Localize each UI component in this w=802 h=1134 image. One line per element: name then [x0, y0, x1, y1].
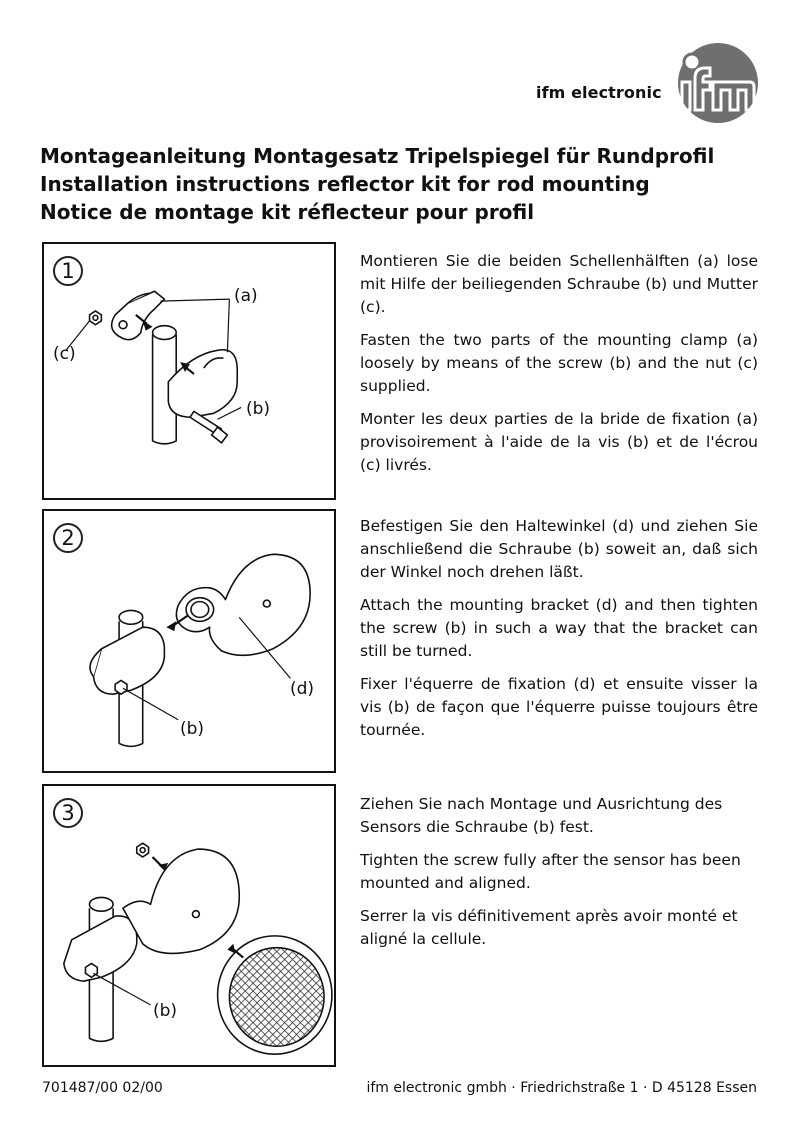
step-2-fr: Fixer l'équerre de fixation (d) et ensuite visser la vis (b) de façon que l'équerre puisse toujours être tournée.: [360, 675, 758, 739]
step-number-3: 3: [53, 798, 83, 828]
label-b: (b): [180, 719, 205, 739]
label-c: (c): [53, 344, 76, 364]
title-fr: Notice de montage kit réflecteur pour profil: [40, 200, 535, 224]
step-3-text: [360, 793, 758, 961]
step-1-figure: [42, 242, 336, 500]
step-2-text: [360, 515, 758, 752]
step-2-de: Befestigen Sie den Haltewinkel (d) und ziehen Sie anschließend die Schraube (b) soweit an, daß sich der Winkel noch drehen läßt.: [360, 517, 758, 581]
step-1-fr: Monter les deux parties de la bride de fixation (a) provisoirement à l'aide de la vis (b) et de l'écrou (c) livrés.: [360, 410, 758, 474]
step-3-de: Ziehen Sie nach Montage und Ausrichtung des Sensors die Schraube (b) fest.: [360, 795, 723, 836]
step-1-en: Fasten the two parts of the mounting clamp (a) loosely by means of the screw (b) and the nut (c) supplied.: [360, 331, 758, 395]
label-a: (a): [234, 286, 258, 306]
document-titles: [40, 142, 714, 226]
ifm-logo: [672, 38, 760, 124]
title-en: Installation instructions reflector kit for rod mounting: [40, 172, 650, 196]
step-number-2: 2: [53, 523, 83, 553]
label-b: (b): [246, 399, 271, 419]
step-1-de: Montieren Sie die beiden Schellenhälften (a) lose mit Hilfe der beiliegenden Schraube (b) und Mutter (c).: [360, 252, 758, 316]
step-1-text: [360, 250, 758, 487]
clamp-assembly-illustration: [44, 244, 334, 498]
label-d: (d): [290, 679, 315, 699]
step-2-en: Attach the mounting bracket (d) and then tighten the screw (b) in such a way that the bracket can still be turned.: [360, 596, 758, 660]
document-id: 701487/00 02/00: [42, 1080, 163, 1096]
reflector-mounting-illustration: [44, 786, 334, 1065]
company-address: ifm electronic gmbh · Friedrichstraße 1 · D 45128 Essen: [366, 1080, 757, 1096]
label-b: (b): [153, 1001, 178, 1021]
step-2-figure: [42, 509, 336, 773]
step-3-en: Tighten the screw fully after the sensor has been mounted and aligned.: [360, 851, 741, 892]
step-3-figure: [42, 784, 336, 1067]
step-3-fr: Serrer la vis définitivement après avoir monté et aligné la cellule.: [360, 907, 738, 948]
logo-text: ifm: [672, 38, 674, 39]
step-number-1: 1: [53, 256, 83, 286]
title-de: Montageanleitung Montagesatz Tripelspiegel für Rundprofil: [40, 144, 715, 168]
brand-name: ifm electronic: [536, 83, 662, 102]
